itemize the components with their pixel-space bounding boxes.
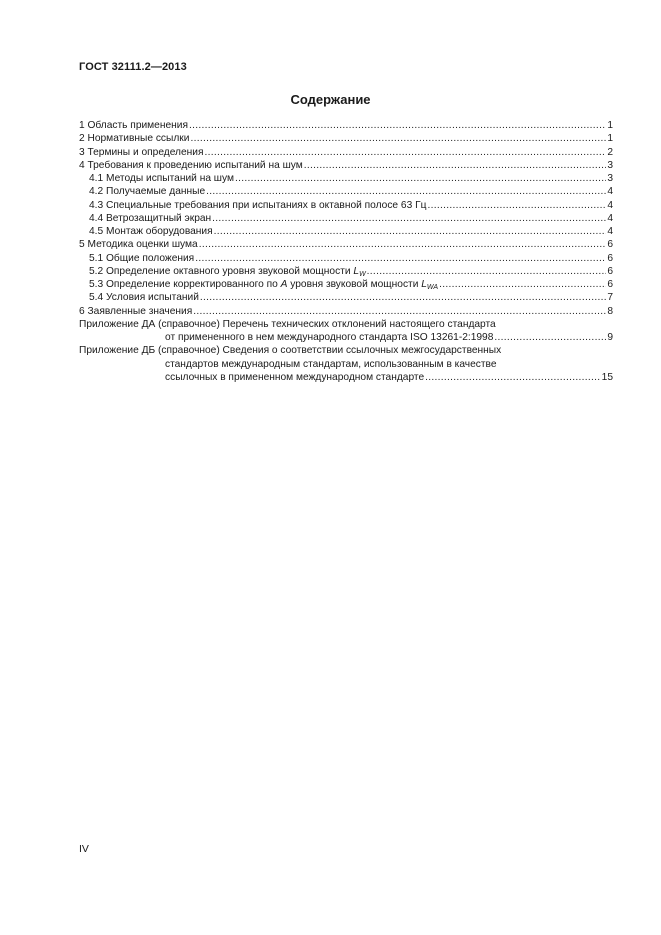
toc-entry-text: 4.4 Ветрозащитный экран xyxy=(89,212,212,224)
symbol-a: A xyxy=(280,279,288,290)
toc-entry-2[interactable] xyxy=(79,132,613,145)
toc-page-number: 6 xyxy=(607,252,613,264)
toc-entry-text: 5 Методика оценки шума xyxy=(79,239,198,251)
toc-appendix-da[interactable] xyxy=(79,318,613,345)
dot-leader xyxy=(439,278,606,291)
dot-leader xyxy=(235,172,606,185)
toc-entry-3[interactable] xyxy=(79,146,613,159)
dot-leader xyxy=(195,252,606,265)
symbol-l: L xyxy=(421,279,427,290)
dot-leader xyxy=(214,225,607,238)
toc-page-number: 1 xyxy=(607,120,613,131)
page-number: IV xyxy=(79,843,89,855)
toc-entry-4-4[interactable] xyxy=(79,212,613,225)
toc-page-number: 4 xyxy=(607,199,613,211)
toc-entry-text: 5.2 Определение октавного уровня звуковой мощности xyxy=(89,265,354,277)
page-title: Содержание xyxy=(290,92,371,107)
table-of-contents xyxy=(79,119,613,384)
toc-page-number: 3 xyxy=(607,159,613,171)
toc-page-number: 7 xyxy=(607,292,613,304)
dot-leader xyxy=(367,265,607,278)
dot-leader xyxy=(199,238,607,251)
toc-entry-4[interactable] xyxy=(79,159,613,172)
appendix-db-line-3: ссылочных в примененном международном стандарте xyxy=(165,371,425,383)
toc-page-number: 3 xyxy=(607,173,613,184)
dot-leader xyxy=(189,119,606,132)
toc-entry-4-3[interactable] xyxy=(79,199,613,212)
toc-page-number: 8 xyxy=(607,305,613,317)
toc-entry-4-1[interactable] xyxy=(79,172,613,185)
dot-leader xyxy=(200,291,606,304)
toc-page-number: 6 xyxy=(607,279,613,290)
symbol-subscript: W xyxy=(359,270,366,278)
toc-page-number: 2 xyxy=(607,146,613,158)
toc-entry-4-2[interactable] xyxy=(79,185,613,198)
toc-entry-text-a: 5.3 Определение корректированного по xyxy=(89,279,281,290)
toc-entry-text: 4 Требования к проведению испытаний на шум xyxy=(79,159,303,171)
toc-entry-text: 3 Термины и определения xyxy=(79,146,204,158)
dot-leader xyxy=(190,132,606,145)
toc-entry-4-5[interactable] xyxy=(79,225,613,238)
toc-page-number: 4 xyxy=(607,186,613,198)
toc-appendix-db[interactable] xyxy=(79,344,613,384)
toc-entry-5[interactable] xyxy=(79,238,613,251)
toc-entry-text: 5.1 Общие положения xyxy=(89,252,195,264)
toc-entry-5-3[interactable] xyxy=(79,278,613,291)
appendix-da-line-2: от примененного в нем международного стандарта ISO 13261-2:1998 xyxy=(165,332,494,343)
toc-page-number: 15 xyxy=(601,371,613,383)
appendix-da-line-1: Приложение ДА (справочное) Перечень технических отклонений настоящего стандарта xyxy=(79,318,496,330)
toc-page-number: 4 xyxy=(607,212,613,224)
toc-entry-text: 6 Заявленные значения xyxy=(79,305,193,317)
toc-entry-text-b: уровня звуковой мощности xyxy=(287,279,422,290)
toc-entry-text: 1 Область применения xyxy=(79,120,188,131)
appendix-db-last-line xyxy=(79,371,613,384)
symbol-l: L xyxy=(353,265,360,277)
dot-leader xyxy=(212,212,606,225)
toc-entry-text: 5.4 Условия испытаний xyxy=(89,292,199,304)
toc-entry-5-1[interactable] xyxy=(79,252,613,265)
toc-entry-text: 4.3 Специальные требования при испытаниях в октавной полосе 63 Гц xyxy=(89,199,427,211)
symbol-subscript: WA xyxy=(426,284,439,291)
dot-leader xyxy=(204,146,606,159)
toc-page-number: 4 xyxy=(607,226,613,237)
toc-entry-text: 2 Нормативные ссылки xyxy=(79,133,190,145)
appendix-db-line-1: Приложение ДБ (справочное) Сведения о соответствии ссылочных межгосударственных xyxy=(79,345,502,357)
toc-entry-text: 4.2 Получаемые данные xyxy=(89,186,206,198)
dot-leader xyxy=(427,199,606,212)
toc-page-number: 6 xyxy=(607,265,613,277)
toc-page-number: 9 xyxy=(607,332,613,343)
appendix-da-last-line xyxy=(79,331,613,344)
appendix-db-line-2: стандартов международным стандартам, использованным в качестве xyxy=(165,358,497,370)
dot-leader xyxy=(494,331,606,344)
toc-entry-text: 4.1 Методы испытаний на шум xyxy=(89,173,234,184)
dot-leader xyxy=(304,159,607,172)
dot-leader xyxy=(193,305,606,318)
toc-page-number: 1 xyxy=(607,133,613,145)
toc-entry-5-2[interactable] xyxy=(79,265,613,278)
toc-entry-6[interactable] xyxy=(79,305,613,318)
dot-leader xyxy=(425,371,601,384)
dot-leader xyxy=(206,185,606,198)
toc-entry-text: 4.5 Монтаж оборудования xyxy=(89,226,213,237)
document-code: ГОСТ 32111.2—2013 xyxy=(79,61,187,73)
toc-entry-5-4[interactable] xyxy=(79,291,613,304)
toc-page-number: 6 xyxy=(607,239,613,251)
toc-entry-1[interactable] xyxy=(79,119,613,132)
